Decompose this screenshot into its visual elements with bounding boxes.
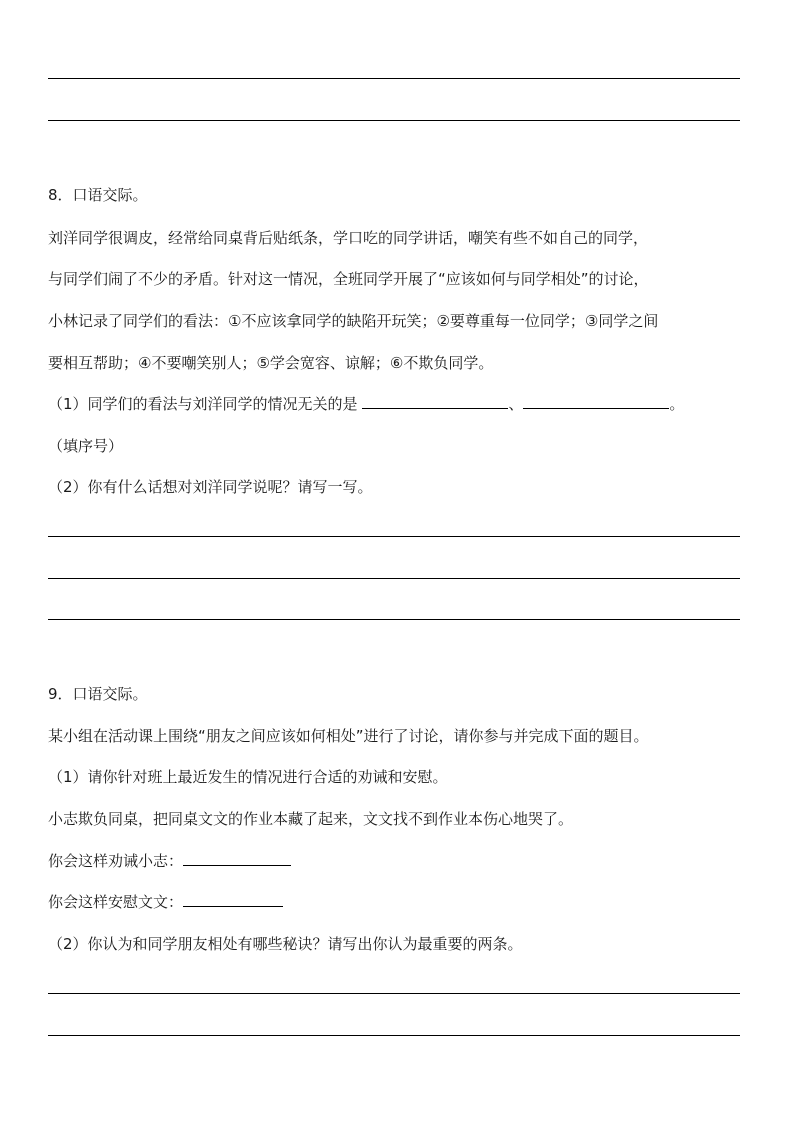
q8-heading: 8．口语交际。 [48,186,148,204]
answer-line[interactable] [48,619,740,620]
q9-advise-label: 你会这样劝诫小志： [48,852,184,870]
separator: 、 [508,395,524,413]
answer-line[interactable] [48,1035,740,1036]
q8-subquestion-1 [48,394,684,414]
q8-subquestion-1-text: （1）同学们的看法与刘洋同学的情况无关的是 [48,395,358,413]
answer-blank[interactable] [183,851,291,866]
answer-blank[interactable] [183,892,283,907]
q9-heading: 9．口语交际。 [48,685,148,703]
q8-paragraph-line-3: 小林记录了同学们的看法：①不应该拿同学的缺陷开玩笑；②要尊重每一位同学；③同学之间 [48,312,659,330]
answer-line[interactable] [48,578,740,579]
end-mark: 。 [669,395,685,413]
answer-line[interactable] [48,993,740,994]
answer-blank[interactable] [362,394,508,409]
q9-subquestion-2: （2）你认为和同学朋友相处有哪些秘诀？请写出你认为最重要的两条。 [48,935,523,953]
q8-paragraph-line-4: 要相互帮助；④不要嘲笑别人；⑤学会宽容、谅解；⑥不欺负同学。 [48,354,494,372]
q8-paragraph-line-2: 与同学们闹了不少的矛盾。针对这一情况，全班同学开展了“应该如何与同学相处”的讨论， [48,270,649,288]
answer-blank[interactable] [523,394,669,409]
q9-advise-row [48,851,291,871]
q8-subquestion-1-note: （填序号） [48,437,124,455]
q9-comfort-row [48,892,283,912]
q9-subquestion-1: （1）请你针对班上最近发生的情况进行合适的劝诫和安慰。 [48,768,448,786]
q9-intro: 某小组在活动课上围绕“朋友之间应该如何相处”进行了讨论，请你参与并完成下面的题目。 [48,727,649,745]
q9-comfort-label: 你会这样安慰文文： [48,893,184,911]
q8-paragraph-line-1: 刘洋同学很调皮，经常给同桌背后贴纸条，学口吃的同学讲话，嘲笑有些不如自己的同学， [48,229,649,247]
answer-line[interactable] [48,536,740,537]
answer-line[interactable] [48,78,740,79]
answer-line[interactable] [48,120,740,121]
q8-subquestion-2: （2）你有什么话想对刘洋同学说呢？请写一写。 [48,478,373,496]
q9-story: 小志欺负同桌，把同桌文文的作业本藏了起来，文文找不到作业本伤心地哭了。 [48,810,574,828]
